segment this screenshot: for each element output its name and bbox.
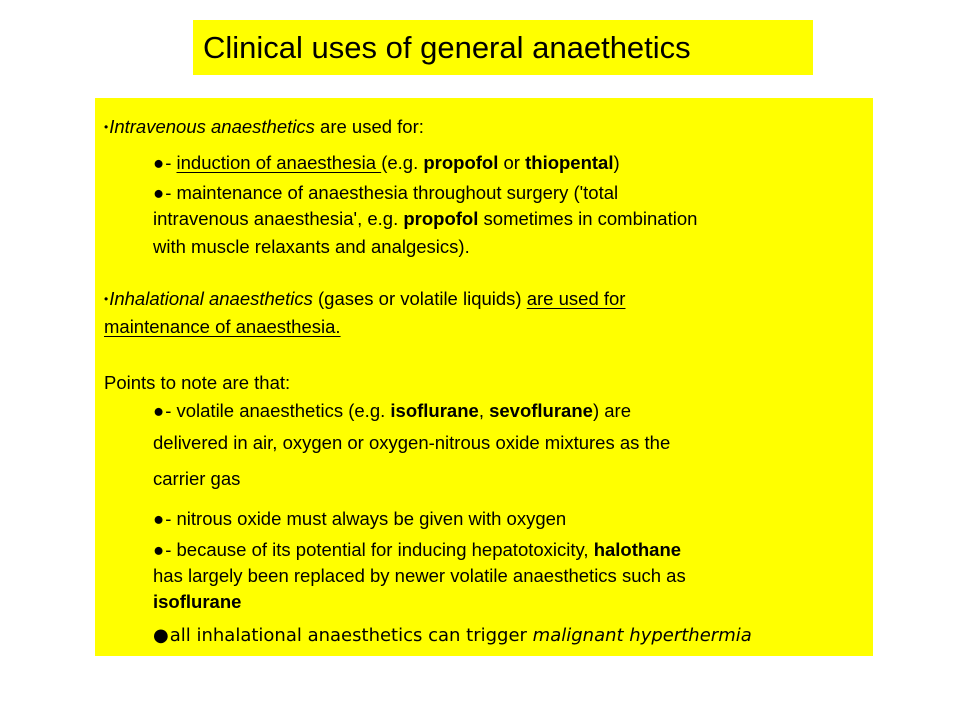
iv-heading xyxy=(104,115,424,139)
iv-item1-or: or xyxy=(498,152,526,173)
drug-isoflurane: isoflurane xyxy=(390,400,479,421)
iv-item1-underlined: induction of anaesthesia xyxy=(176,152,382,173)
bullet-icon: • xyxy=(104,292,109,306)
iv-item-maintenance-line3 xyxy=(153,235,470,259)
inh-heading-underlined: are used for xyxy=(526,288,626,309)
bullet-icon: • xyxy=(104,120,109,134)
note-volatile-line3 xyxy=(153,467,240,491)
iv-heading-italic: Intravenous anaesthetics xyxy=(109,116,315,137)
iv-item1-prefix: - xyxy=(165,152,177,173)
note1-b: ) are xyxy=(592,400,631,421)
note1-comma: , xyxy=(478,400,490,421)
slide-title-text: Clinical uses of general anaethetics xyxy=(203,30,691,65)
note-nitrous-oxide xyxy=(153,507,566,531)
note2-text: - nitrous oxide must always be given with oxygen xyxy=(165,508,567,529)
drug-propofol-2: propofol xyxy=(403,208,479,229)
drug-propofol: propofol xyxy=(423,152,499,173)
note4-a: all inhalational anaesthetics can trigger xyxy=(169,625,533,646)
iv-item-maintenance-line1 xyxy=(153,181,618,205)
content-panel xyxy=(95,98,873,656)
note3-a: - because of its potential for inducing hepatotoxicity, xyxy=(165,539,594,560)
iv-heading-rest: are used for: xyxy=(314,116,424,137)
drug-sevoflurane: sevoflurane xyxy=(489,400,593,421)
iv-item2-line2a: intravenous anaesthesia', e.g. xyxy=(153,208,404,229)
note1-line2: delivered in air, oxygen or oxygen-nitrous oxide mixtures as the xyxy=(153,432,671,453)
inh-heading-mid: (gases or volatile liquids) xyxy=(312,288,527,309)
note-halothane-line2 xyxy=(153,564,686,588)
inh-heading-italic: Inhalational anaesthetics xyxy=(109,288,313,309)
sub-bullet-icon: ● xyxy=(153,508,165,529)
note4-italic: malignant hyperthermia xyxy=(532,625,752,646)
sub-bullet-icon: ● xyxy=(153,400,165,421)
note3-line2: has largely been replaced by newer volatile anaesthetics such as xyxy=(153,565,686,586)
iv-item2-line3: with muscle relaxants and analgesics). xyxy=(153,236,470,257)
inh-heading-line2 xyxy=(104,315,341,339)
note-volatile-line2 xyxy=(153,431,670,455)
iv-item1-mid: (e.g. xyxy=(381,152,424,173)
inh-line2-underlined: maintenance of anaesthesia. xyxy=(104,316,341,337)
notes-heading-text: Points to note are that: xyxy=(104,372,291,393)
note-malignant-hyperthermia xyxy=(153,624,752,648)
drug-halothane: halothane xyxy=(593,539,682,560)
inh-heading-line1 xyxy=(104,287,625,311)
note-volatile-line1 xyxy=(153,399,631,423)
sub-bullet-icon: ● xyxy=(153,539,165,560)
drug-thiopental: thiopental xyxy=(525,152,614,173)
notes-heading xyxy=(104,371,290,395)
slide-title xyxy=(193,20,813,75)
iv-item2-line1: - maintenance of anaesthesia throughout surgery ('total xyxy=(165,182,619,203)
iv-item-induction xyxy=(153,151,620,175)
sub-bullet-icon: ● xyxy=(153,625,169,646)
iv-item1-end: ) xyxy=(613,152,620,173)
sub-bullet-icon: ● xyxy=(153,182,165,203)
drug-isoflurane-2: isoflurane xyxy=(153,591,242,612)
note-halothane-line3 xyxy=(153,590,241,614)
iv-item2-line2b: sometimes in combination xyxy=(478,208,698,229)
note1-line3: carrier gas xyxy=(153,468,241,489)
sub-bullet-icon: ● xyxy=(153,152,165,173)
note-halothane-line1 xyxy=(153,538,681,562)
note1-a: - volatile anaesthetics (e.g. xyxy=(165,400,391,421)
iv-item-maintenance-line2 xyxy=(153,207,697,231)
